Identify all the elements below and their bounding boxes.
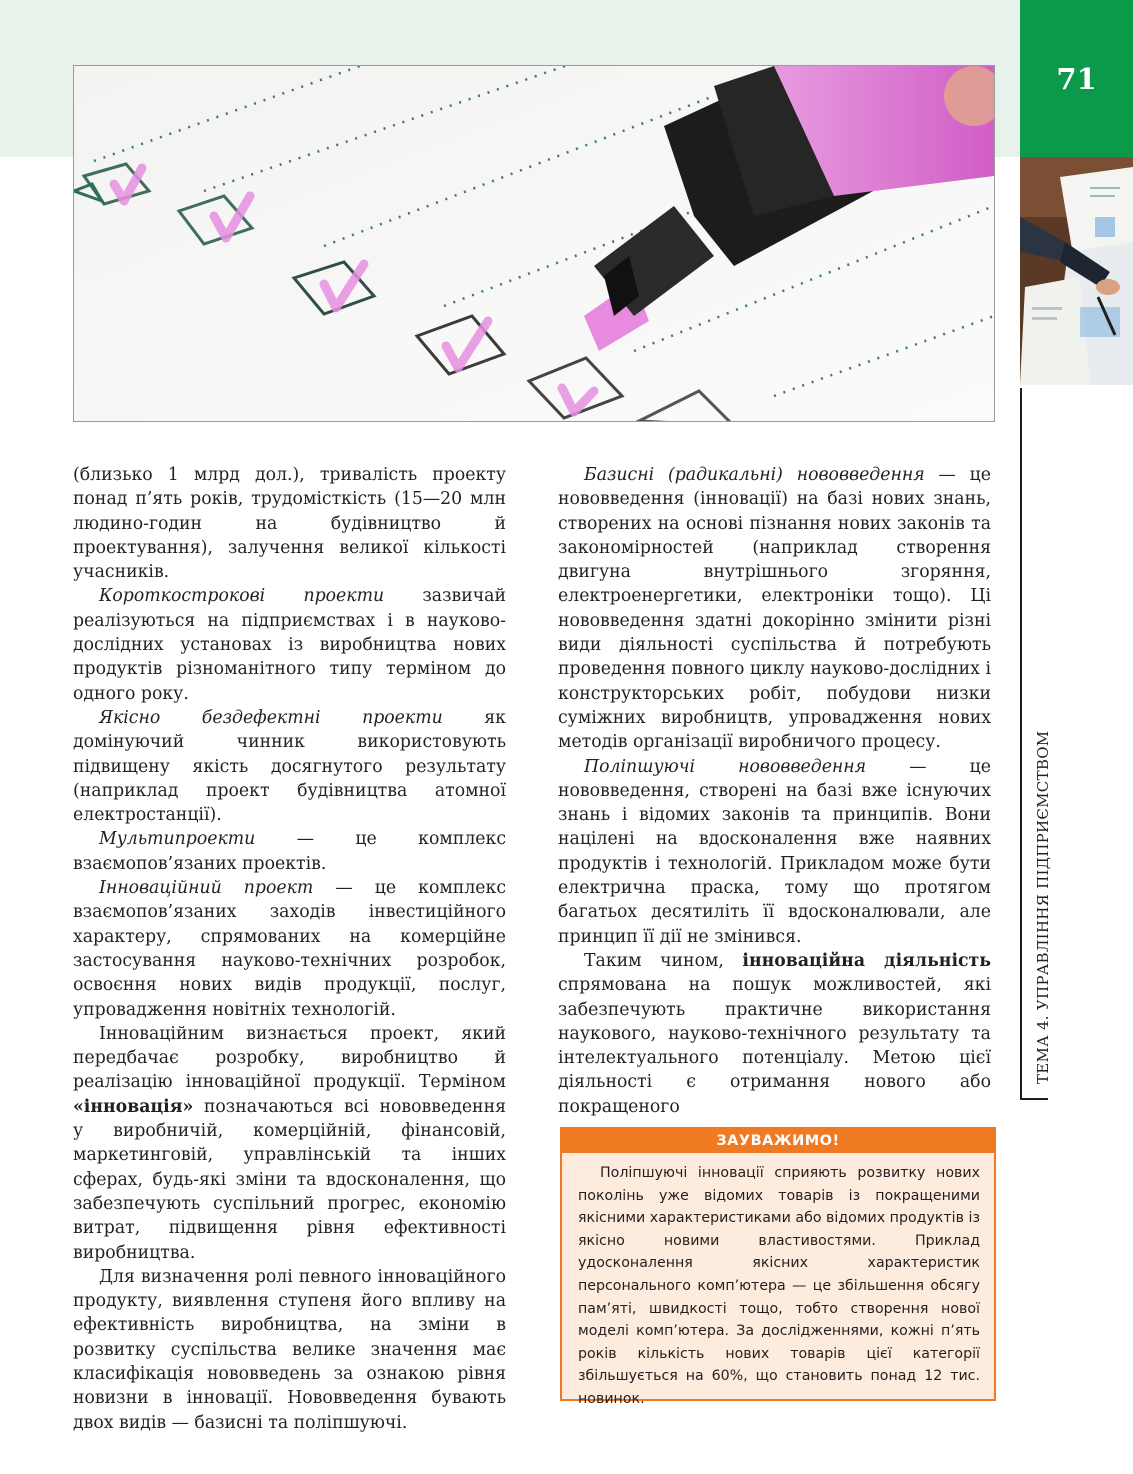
term: Поліпшуючі нововведення: [584, 756, 867, 777]
right-column: [558, 463, 991, 1119]
section-title-vertical: ТЕМА 4. УПРАВЛІННЯ ПІДПРИЄМСТВОМ: [1034, 730, 1052, 1084]
paragraph: Якісно бездефектні проекти як домінуючий чинник використовують підвищену якість досягнутого результату (наприклад проект будівництва атомної електростанції).: [73, 707, 506, 826]
left-column: [73, 463, 506, 1435]
business-documents-image: [1020, 157, 1133, 385]
paragraph: Базисні (радикальні) нововведення — це нововведення (інновації) на базі нових знань, створених на основі пізнання нових законів та закономірностей (наприклад створення двигуна внутрішнього згоряння, електроенергетики, електроніки тощо). Ці нововведення здатні докорінно змінити різні види діяльності суспільства й потребують проведення повного циклу науково-дослідних і конструкторських робіт, побудови низки суміжних виробництв, упровадження нових методів організації виробничого процесу.: [558, 465, 991, 753]
paragraph: Інноваційним визнається проект, який передбачає розробку, виробництво й реалізацію інноваційної продукції. Терміном «інновація» позначаються всі нововведення у виробничій, комерційній, фінансовій, маркетинговій, управлінській та інших сферах, будь-які зміни та вдосконалення, що забезпечують суспільний прогрес, економію витрат, підвищення рівня ефективності виробництва.: [73, 1023, 506, 1263]
checklist-highlighter-image: [74, 66, 994, 421]
paragraph: Короткострокові проекти зазвичай реалізуються на підприємствах і в науково-дослідних установах із виробництва нових продуктів різноманітного типу терміном до одного року.: [73, 586, 506, 704]
hero-photo: [73, 65, 995, 422]
paragraph: Таким чином, інноваційна діяльність спрямована на пошук можливостей, які забезпечують практичне використання наукового, науково-технічного результату та інтелектуального потенціалу. Метою цієї діяльності є отримання нового або покращеного: [558, 950, 991, 1117]
note-title: ЗАУВАЖИМО!: [562, 1129, 994, 1153]
term: Короткострокові проекти: [99, 586, 385, 607]
side-rule-tick: [1020, 1098, 1048, 1100]
paragraph: Поліпшуючі нововведення — це нововведення, створені на базі вже існуючих знань і відомих законів та принципів. Вони націлені на вдосконалення вже наявних продуктів і технологій. Прикладом може бути електрична праска, тому що протягом багатьох десятиліть її вдосконалювали, але принцип її дії не змінився.: [558, 756, 991, 947]
paragraph: Для визначення ролі певного інноваційного продукту, виявлення ступеня його впливу на ефективність виробництва, на зміни в розвитку суспільства велике значення має класифікація нововведень за ознакою рівня новизни в інновації. Нововведення бувають двох видів — базисні та поліпшуючі.: [73, 1266, 506, 1433]
note-box: [560, 1127, 996, 1407]
term: Мультипроекти: [99, 829, 256, 850]
term: Базисні (радикальні) нововведення: [584, 465, 925, 485]
page-number: 71: [1020, 0, 1133, 157]
side-rule: [1020, 388, 1022, 1100]
paragraph: (близько 1 млрд дол.), тривалість проекту понад п’ять років, трудомісткість (15—20 млн людино-годин на будівництво й проектування), залучення великої кількості учасників.: [73, 465, 506, 583]
side-photo: [1020, 157, 1133, 385]
term: Інноваційний проект: [99, 878, 314, 899]
paragraph: Мультипроекти — це комплекс взаємопов’язаних проектів.: [73, 829, 506, 874]
key-term: інноваційна діяльність: [742, 950, 991, 971]
key-term: «інновація»: [73, 1096, 194, 1117]
term: Якісно бездефектні проекти: [99, 707, 443, 728]
paragraph: Інноваційний проект — це комплекс взаємопов’язаних заходів інвестиційного характеру, спрямованих на комерційне застосування науково-технічних розробок, освоєння нових видів продукції, послуг, упровадження новітніх технологій.: [73, 878, 507, 1020]
note-text: Поліпшуючі інновації сприяють розвитку нових поколінь уже відомих товарів із покращеними якісними характеристиками або відомих продуктів із якісно новими властивостями. Приклад удосконалення якісних характеристик персонального комп’ютера — це збільшення обсягу пам’яті, швидкості тощо, тобто створення нової моделі комп’ютера. За дослідженнями, кожні п’ять років кількість нових товарів цієї категорії збільшується на 60%, що становить понад 12 тис. новинок.: [578, 1165, 980, 1407]
